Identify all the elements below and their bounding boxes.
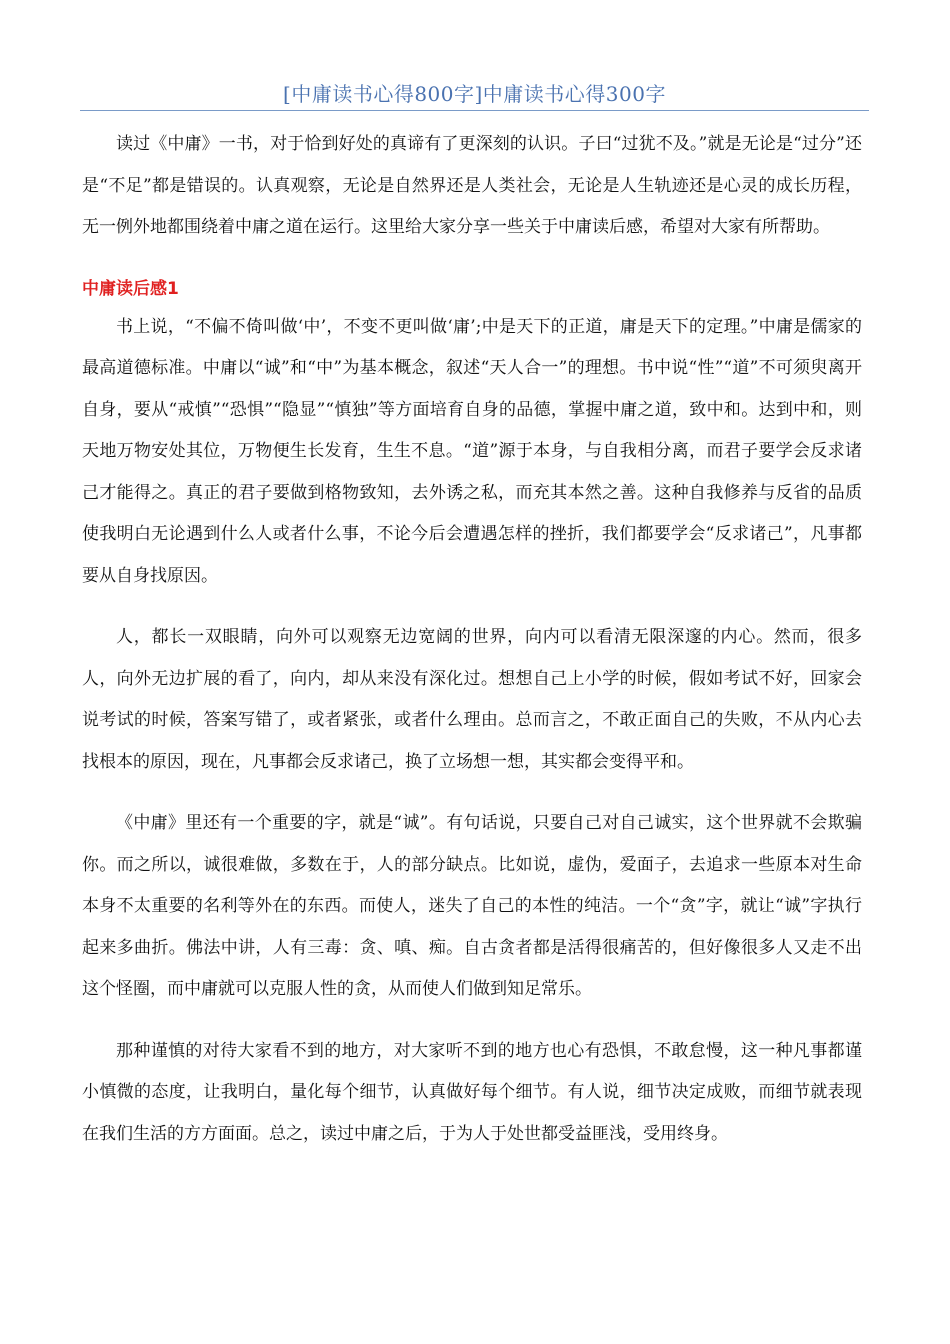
document-body — [82, 124, 862, 1175]
section-paragraph-1: 书上说，“不偏不倚叫做‘中’，不变不更叫做‘庸’;中是天下的正道，庸是天下的定理。”中庸是儒家的最高道德标准。中庸以“诚”和“中”为基本概念，叙述“天人合一”的理想。书中说“性”“道”不可须臾离开自身，要从“戒慎”“恐惧”“隐显”“慎独”等方面培育自身的品德，掌握中庸之道，致中和。达到中和，则天地万物安处其位，万物便生长发育，生生不息。“道”源于本身，与自我相分离，而君子要学会反求诸己才能得之。真正的君子要做到格物致知，去外诱之私，而充其本然之善。这种自我修养与反省的品质使我明白无论遇到什么人或者什么事，不论今后会遭遇怎样的挫折，我们都要学会“反求诸己”，凡事都要从自身找原因。 — [82, 316, 862, 586]
section-paragraph-4: 那种谨慎的对待大家看不到的地方，对大家听不到的地方也心有恐惧，不敢怠慢，这一种凡事都谨小慎微的态度，让我明白，量化每个细节，认真做好每个细节。有人说，细节决定成败，而细节就表现在我们生活的方方面面。总之，读过中庸之后，于为人于处世都受益匪浅，受用终身。 — [82, 1040, 862, 1144]
intro-paragraph: 读过《中庸》一书，对于恰到好处的真谛有了更深刻的认识。子曰“过犹不及。”就是无论是“过分”还是“不足”都是错误的。认真观察，无论是自然界还是人类社会，无论是人生轨迹还是心灵的成长历程，无一例外地都围绕着中庸之道在运行。这里给大家分享一些关于中庸读后感，希望对大家有所帮助。 — [82, 134, 862, 237]
page-header — [80, 80, 869, 111]
page-title: [中庸读书心得800字]中庸读书心得300字 — [283, 82, 666, 106]
section-paragraph-3: 《中庸》里还有一个重要的字，就是“诚”。有句话说，只要自己对自己诚实，这个世界就不会欺骗你。而之所以，诚很难做，多数在于，人的部分缺点。比如说，虚伪，爱面子，去追求一些原本对生命本身不太重要的名利等外在的东西。而使人，迷失了自己的本性的纯洁。一个“贪”字，就让“诚”字执行起来多曲折。佛法中讲，人有三毒：贪、嗔、痴。自古贪者都是活得很痛苦的，但好像很多人又走不出这个怪圈，而中庸就可以克服人性的贪，从而使人们做到知足常乐。 — [82, 813, 862, 999]
section-heading: 中庸读后感1 — [82, 278, 179, 299]
section-paragraph-2: 人，都长一双眼睛，向外可以观察无边宽阔的世界，向内可以看清无限深邃的内心。然而，很多人，向外无边扩展的看了，向内，却从来没有深化过。想想自己上小学的时候，假如考试不好，回家会说考试的时候，答案写错了，或者紧张，或者什么理由。总而言之，不敢正面自己的失败，不从内心去找根本的原因，现在，凡事都会反求诸己，换了立场想一想，其实都会变得平和。 — [82, 627, 862, 772]
